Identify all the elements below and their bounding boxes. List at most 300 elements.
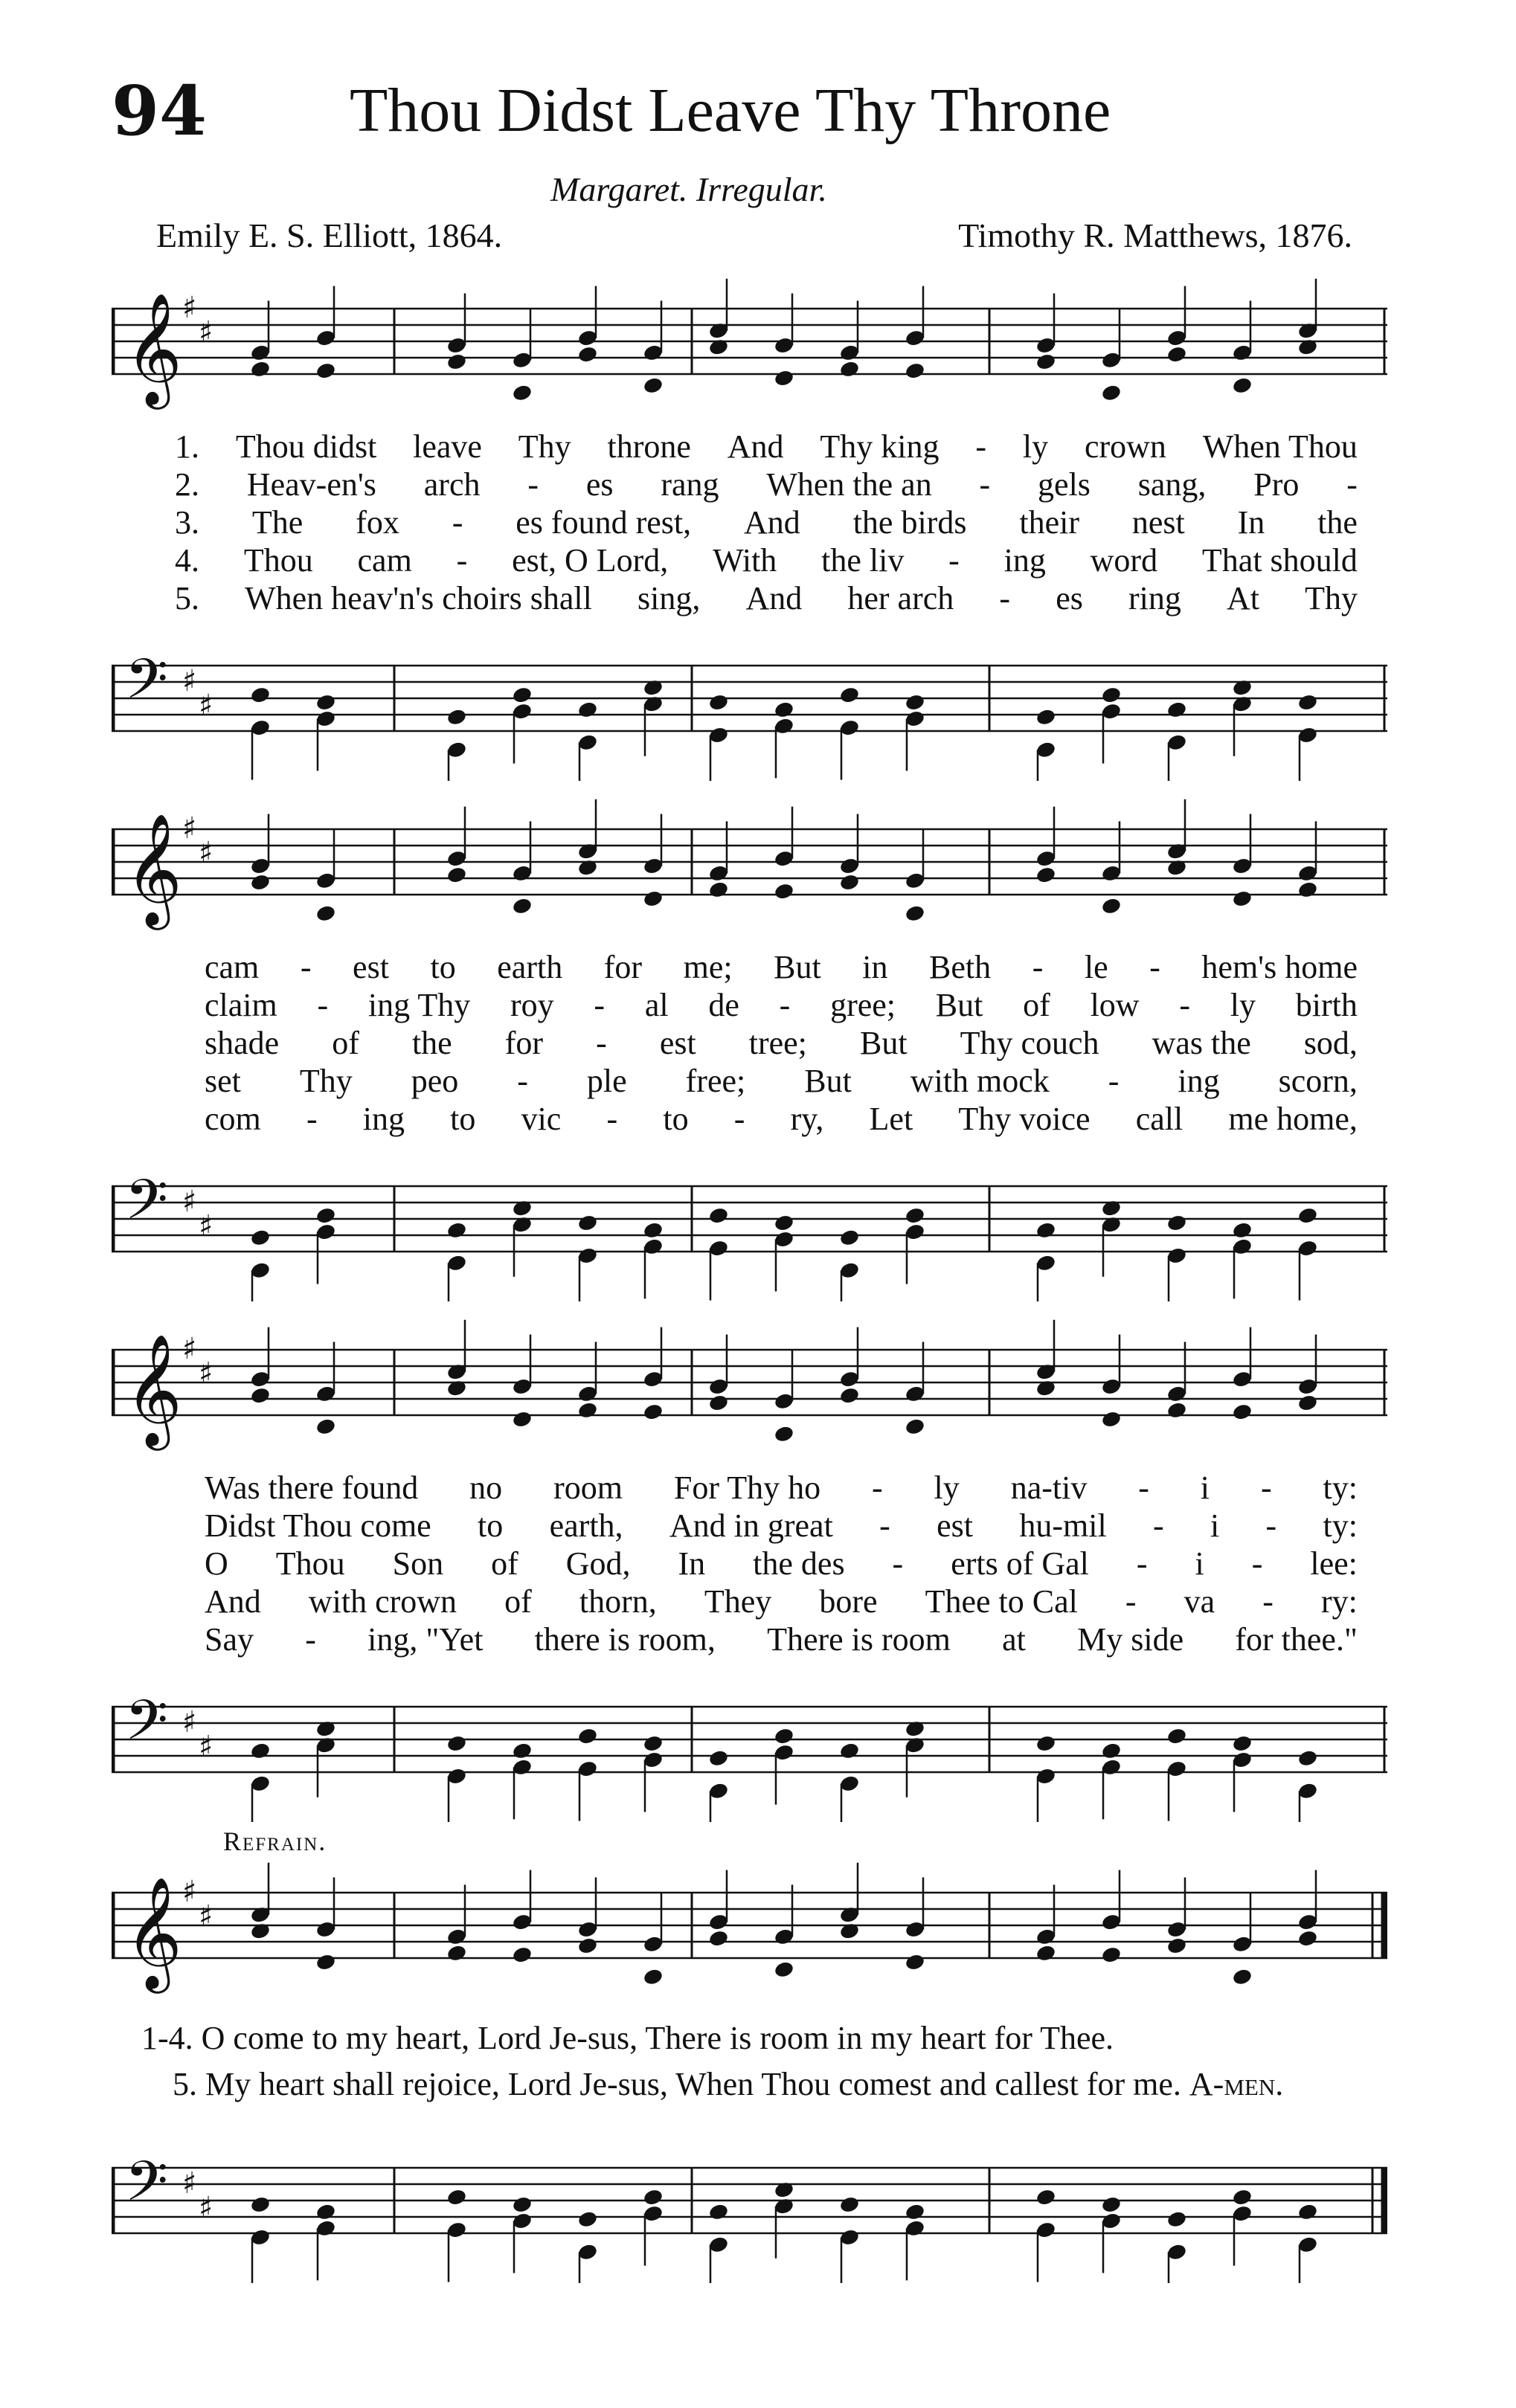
lyric-syllable: 1. <box>175 428 199 465</box>
lyric-line <box>175 428 1358 466</box>
sharp-icon: ♯ <box>182 1332 197 1366</box>
note-head <box>905 1206 926 1225</box>
note-head <box>1297 881 1319 899</box>
note-head <box>839 873 861 892</box>
lyric-syllable: - <box>1125 1583 1137 1620</box>
lyric-syllable: - <box>527 466 539 503</box>
lyric-syllable: But <box>774 949 821 985</box>
lyric-syllable: In <box>1237 504 1265 541</box>
note-head <box>1166 701 1188 719</box>
lyric-syllable: word <box>1090 542 1158 579</box>
lyric-syllable: le <box>1084 949 1108 985</box>
lyric-syllable: shade <box>205 1025 280 1061</box>
treble-clef-icon: 𝄞 <box>125 812 182 925</box>
lyric-syllable: - <box>1251 1545 1263 1582</box>
note-head <box>1232 1221 1253 1240</box>
sharp-icon: ♯ <box>199 315 213 350</box>
note-head <box>839 1742 861 1760</box>
lyric-syllable: arch <box>423 466 481 503</box>
sharp-icon: ♯ <box>199 689 213 723</box>
lyric-syllable: Thee to Cal <box>925 1583 1078 1620</box>
composer-credit: Timothy R. Matthews, 1876. <box>958 216 1352 254</box>
lyric-syllable: - <box>305 1621 316 1658</box>
note-head <box>708 693 730 712</box>
refrain-line-2 <box>141 2061 1391 2108</box>
note-head <box>643 1221 664 1240</box>
bass-clef-icon: 𝄢 <box>125 2149 168 2227</box>
note-head <box>708 1206 730 1225</box>
note-head <box>1297 1749 1319 1768</box>
lyric-syllable: i <box>1210 1507 1220 1544</box>
lyric-syllable: When the an <box>766 466 932 503</box>
lyric-line <box>205 1507 1358 1545</box>
note-head <box>577 701 599 719</box>
lyric-syllable: the des <box>753 1545 845 1582</box>
lyric-syllable: her arch <box>847 580 954 617</box>
lyric-syllable: for <box>504 1025 544 1061</box>
lyric-syllable: peo <box>411 1063 459 1099</box>
note-head <box>708 1929 730 1948</box>
lyric-syllable: My side <box>1077 1621 1184 1658</box>
note-head <box>315 2203 337 2221</box>
sharp-icon: ♯ <box>199 1899 213 1934</box>
lyric-syllable: Thy king <box>820 428 940 465</box>
note-head <box>1101 384 1122 402</box>
lyric-syllable: - <box>1260 1469 1272 1506</box>
refrain-line-2-text: 5. My heart shall rejoice, Lord Je-sus, When Thou comest and callest for me. <box>173 2066 1189 2102</box>
bass-clef-icon: 𝄢 <box>125 1688 168 1766</box>
lyric-syllable: al <box>644 987 669 1023</box>
note-head <box>1166 1727 1188 1745</box>
lyric-syllable: i <box>1200 1469 1210 1506</box>
lyric-syllable: - <box>948 542 960 579</box>
lyric-syllable: in <box>862 949 888 985</box>
note-head <box>577 1401 599 1420</box>
lyric-syllable: And <box>744 504 800 541</box>
sharp-icon: ♯ <box>182 1185 197 1219</box>
note-head <box>250 1386 272 1405</box>
music-system-1 <box>112 268 1387 781</box>
lyric-syllable: - <box>979 466 991 503</box>
note-head <box>1101 1742 1122 1760</box>
lyric-syllable: And in great <box>669 1507 833 1544</box>
note-head <box>1166 1214 1188 1232</box>
note-head <box>577 1214 599 1232</box>
lyric-line <box>205 1100 1358 1138</box>
lyric-syllable: - <box>1149 949 1160 985</box>
lyric-syllable: O <box>205 1545 228 1582</box>
lyric-syllable: When heav'n's choirs shall <box>245 580 592 617</box>
lyric-syllable: Thy <box>299 1063 353 1099</box>
music-system-refrain <box>112 1852 1387 2008</box>
treble-staff <box>112 1852 1387 2008</box>
lyric-syllable: Thy <box>518 428 571 465</box>
lyric-syllable: - <box>892 1545 904 1582</box>
note-head <box>512 2195 533 2214</box>
sharp-icon: ♯ <box>182 1875 197 1909</box>
lyric-syllable: When Thou <box>1202 428 1358 465</box>
verse-lyrics <box>112 948 1387 1138</box>
lyric-syllable: - <box>594 987 606 1023</box>
lyric-syllable: - <box>733 1101 745 1137</box>
note-head <box>1035 1221 1057 1240</box>
lyric-syllable: at <box>1002 1621 1026 1658</box>
note-head <box>643 376 664 395</box>
note-head <box>1035 866 1057 884</box>
bass-clef-icon: 𝄢 <box>125 647 168 725</box>
note-head <box>446 708 468 727</box>
lyric-line <box>205 1620 1358 1658</box>
lyric-syllable: ty: <box>1323 1469 1358 1506</box>
note-head <box>250 360 272 379</box>
lyric-syllable: of <box>1023 987 1050 1023</box>
lyric-syllable: 5. <box>175 580 199 617</box>
lyric-line <box>205 1545 1358 1583</box>
note-head <box>839 1386 861 1405</box>
lyric-syllable: the <box>1317 504 1358 541</box>
lyric-syllable: with crown <box>308 1583 457 1620</box>
note-head <box>250 2195 272 2214</box>
lyric-syllable: erts of Gal <box>951 1545 1089 1582</box>
note-head <box>643 1968 664 1986</box>
author-credit: Emily E. S. Elliott, 1864. <box>156 216 503 254</box>
note-head <box>315 904 337 923</box>
treble-clef-icon: 𝄞 <box>125 1333 182 1446</box>
lyric-syllable: no <box>469 1469 503 1506</box>
lyric-syllable: leave <box>413 428 482 465</box>
lyric-syllable: - <box>1032 949 1044 985</box>
music-system-refrain-bass <box>112 2127 1387 2283</box>
note-head <box>839 686 861 704</box>
note-head <box>1232 889 1253 908</box>
note-head <box>708 1394 730 1412</box>
note-head <box>839 360 861 379</box>
note-head <box>250 1229 272 1247</box>
lyric-syllable: nest <box>1131 504 1185 541</box>
lyric-syllable: ry: <box>1321 1583 1358 1620</box>
lyric-syllable: of <box>504 1583 532 1620</box>
lyric-syllable: scorn, <box>1278 1063 1358 1099</box>
lyric-syllable: Was there found <box>205 1469 419 1506</box>
note-head <box>577 1727 599 1745</box>
bass-clef-icon: 𝄢 <box>125 1168 168 1246</box>
note-head <box>577 1937 599 1955</box>
treble-clef-icon: 𝄞 <box>125 292 182 405</box>
lyric-syllable: for <box>603 949 643 985</box>
note-head <box>512 1945 533 1964</box>
lyric-syllable: est <box>937 1507 974 1544</box>
lyric-syllable: That should <box>1201 542 1358 579</box>
lyric-syllable: Didst Thou come <box>205 1507 431 1544</box>
note-head <box>1101 1410 1122 1429</box>
lyric-syllable: - <box>871 1469 883 1506</box>
note-head <box>512 384 533 402</box>
lyric-syllable: free; <box>685 1063 746 1099</box>
note-head <box>512 1742 533 1760</box>
note-head <box>1101 686 1122 704</box>
note-head <box>577 2210 599 2229</box>
lyric-syllable: Say <box>205 1621 254 1658</box>
lyric-syllable: ing, "Yet <box>367 1621 484 1658</box>
note-head <box>708 881 730 899</box>
lyric-syllable: sod, <box>1303 1025 1358 1061</box>
lyric-syllable: sing, <box>637 580 701 617</box>
tune-name: Margaret. Irregular. <box>550 170 827 208</box>
lyric-syllable: Thy <box>1305 580 1358 617</box>
treble-staff <box>112 268 1387 424</box>
lyric-line <box>205 1469 1358 1507</box>
note-head <box>839 1229 861 1247</box>
note-head <box>774 1727 795 1745</box>
lyric-syllable: vic <box>521 1101 562 1137</box>
lyric-syllable: Thou didst <box>235 428 377 465</box>
note-head <box>1035 1944 1057 1963</box>
note-head <box>774 882 795 901</box>
lyric-syllable: - <box>1138 1469 1149 1506</box>
lyric-syllable: - <box>1108 1063 1120 1099</box>
note-head <box>905 904 926 923</box>
note-head <box>315 361 337 380</box>
note-head <box>1166 345 1188 364</box>
lyric-syllable: - <box>879 1507 890 1544</box>
lyric-syllable: - <box>300 949 312 985</box>
lyric-syllable: claim <box>205 987 277 1023</box>
note-head <box>708 1749 730 1768</box>
lyric-line <box>205 986 1358 1024</box>
lyric-syllable: - <box>1136 1545 1148 1582</box>
note-head <box>905 1953 926 1971</box>
music-system-2 <box>112 788 1387 1301</box>
lyric-syllable: with mock <box>910 1063 1050 1099</box>
note-head <box>1297 1206 1319 1225</box>
lyric-syllable: The <box>251 504 303 541</box>
lyric-syllable: - <box>452 504 463 541</box>
lyric-syllable: - <box>1153 1507 1164 1544</box>
lyric-syllable: 2. <box>175 466 199 503</box>
lyric-syllable: There is room <box>767 1621 951 1658</box>
lyric-line <box>175 541 1358 579</box>
lyric-syllable: - <box>306 1101 318 1137</box>
lyric-syllable: Heav-en's <box>246 466 376 503</box>
note-head <box>512 897 533 915</box>
lyric-syllable: In <box>678 1545 706 1582</box>
lyric-syllable: low <box>1090 987 1140 1023</box>
note-head <box>315 1206 337 1225</box>
lyric-syllable: - <box>596 1025 607 1061</box>
note-head <box>512 686 533 704</box>
lyric-syllable: At <box>1226 580 1259 617</box>
note-head <box>577 345 599 364</box>
note-head <box>774 369 795 387</box>
lyric-syllable: gree; <box>830 987 896 1023</box>
note-head <box>1035 708 1057 727</box>
lyric-syllable: But <box>804 1063 852 1099</box>
note-head <box>1297 2203 1319 2221</box>
lyric-syllable: - <box>517 1063 528 1099</box>
note-head <box>1101 897 1122 915</box>
lyric-syllable: me; <box>683 949 733 985</box>
sharp-icon: ♯ <box>199 1356 213 1391</box>
refrain-lyrics <box>141 2015 1391 2108</box>
note-head <box>1297 1394 1319 1412</box>
amen-text: A-men. <box>1189 2066 1284 2102</box>
note-head <box>905 693 926 712</box>
note-head <box>643 2188 664 2206</box>
lyric-syllable: Thy voice <box>958 1101 1091 1137</box>
note-head <box>250 686 272 704</box>
bass-staff <box>112 625 1387 781</box>
sharp-icon: ♯ <box>182 664 197 698</box>
lyric-syllable: ing Thy <box>367 987 471 1023</box>
lyric-syllable: thorn, <box>579 1583 657 1620</box>
lyric-syllable: set <box>205 1063 241 1099</box>
treble-staff <box>112 788 1387 944</box>
sharp-icon: ♯ <box>199 2191 213 2225</box>
lyric-syllable: es <box>585 466 614 503</box>
lyric-syllable: es found rest, <box>515 504 692 541</box>
lyric-syllable: cam <box>205 949 260 985</box>
lyric-syllable: the <box>411 1025 452 1061</box>
lyric-syllable: earth, <box>549 1507 623 1544</box>
lyric-syllable: And <box>727 428 784 465</box>
sharp-icon: ♯ <box>182 291 197 325</box>
note-head <box>839 2195 861 2214</box>
lyric-syllable: ty: <box>1323 1507 1358 1544</box>
lyric-syllable: But <box>859 1025 908 1061</box>
verse-lyrics <box>112 1469 1387 1658</box>
note-head <box>774 701 795 719</box>
note-head <box>1101 1945 1122 1964</box>
note-head <box>250 873 272 892</box>
lyric-syllable: God, <box>565 1545 631 1582</box>
note-head <box>1297 693 1319 712</box>
lyric-syllable: call <box>1135 1101 1183 1137</box>
lyric-syllable: es <box>1056 580 1083 617</box>
note-head <box>1035 2188 1057 2206</box>
treble-staff <box>112 1309 1387 1465</box>
note-head <box>446 1734 468 1753</box>
lyric-syllable: For Thy ho <box>673 1469 821 1506</box>
lyric-syllable: Son <box>392 1545 444 1582</box>
lyric-syllable: They <box>704 1583 772 1620</box>
lyric-syllable: to <box>450 1101 476 1137</box>
lyric-syllable: est, O Lord, <box>512 542 669 579</box>
lyric-syllable: hu-mil <box>1019 1507 1107 1544</box>
sharp-icon: ♯ <box>182 2166 197 2201</box>
note-head <box>1035 1734 1057 1753</box>
lyric-syllable: crown <box>1084 428 1166 465</box>
lyric-syllable: Beth <box>929 949 992 985</box>
note-head <box>643 1734 664 1753</box>
lyric-syllable: their <box>1019 504 1079 541</box>
lyric-line <box>175 466 1358 503</box>
lyric-syllable: earth <box>497 949 563 985</box>
verse-lyrics <box>112 428 1387 617</box>
lyric-syllable: 3. <box>175 504 199 541</box>
lyric-syllable: roy <box>510 987 554 1023</box>
lyric-syllable: com <box>205 1101 261 1137</box>
note-head <box>1166 1937 1188 1955</box>
note-head <box>446 1944 468 1963</box>
note-head <box>643 889 664 908</box>
lyric-syllable: ry, <box>790 1101 824 1137</box>
lyric-syllable: to <box>430 949 456 985</box>
lyric-syllable: ple <box>586 1063 627 1099</box>
lyric-syllable: lee: <box>1310 1545 1358 1582</box>
lyric-syllable: - <box>1265 1507 1277 1544</box>
lyric-syllable: With <box>713 542 777 579</box>
lyric-syllable: hem's home <box>1201 949 1358 985</box>
lyric-syllable: birth <box>1295 987 1358 1023</box>
bass-staff <box>112 2127 1387 2283</box>
lyric-syllable: Pro <box>1253 466 1300 503</box>
lyric-line <box>205 1024 1358 1062</box>
lyric-syllable: 4. <box>175 542 199 579</box>
lyric-syllable: est <box>659 1025 696 1061</box>
lyric-syllable: - <box>999 580 1011 617</box>
sharp-icon: ♯ <box>182 1705 197 1739</box>
lyric-syllable: Let <box>869 1101 913 1137</box>
sharp-icon: ♯ <box>199 1209 213 1243</box>
lyric-syllable: fox <box>356 504 399 541</box>
note-head <box>774 1214 795 1232</box>
lyric-syllable: of <box>491 1545 518 1582</box>
refrain-line-1: 1-4. O come to my heart, Lord Je-sus, There is room in my heart for Thee. <box>141 2020 1114 2056</box>
sharp-icon: ♯ <box>199 836 213 870</box>
lyric-syllable: - <box>606 1101 618 1137</box>
note-head <box>446 866 468 884</box>
lyric-line <box>205 948 1358 986</box>
note-head <box>1166 1401 1188 1420</box>
sharp-icon: ♯ <box>182 811 197 846</box>
lyric-line <box>205 1062 1358 1100</box>
lyric-syllable: - <box>1262 1583 1273 1620</box>
sharp-icon: ♯ <box>199 1730 213 1764</box>
lyric-syllable: ring <box>1128 580 1181 617</box>
note-head <box>446 2188 468 2206</box>
lyric-syllable: for thee." <box>1235 1621 1358 1658</box>
note-head <box>446 1221 468 1240</box>
lyric-syllable: there is room, <box>534 1621 716 1658</box>
lyric-syllable: the liv <box>821 542 905 579</box>
lyric-syllable: And <box>205 1583 261 1620</box>
lyric-line <box>205 1583 1358 1620</box>
lyric-syllable: Thou <box>243 542 313 579</box>
lyric-syllable: me home, <box>1228 1101 1358 1137</box>
note-head <box>446 352 468 371</box>
note-head <box>1232 1403 1253 1421</box>
lyric-syllable: na-tiv <box>1010 1469 1088 1506</box>
lyric-syllable: - <box>975 428 987 465</box>
hymn-title: Thou Didst Leave Thy Throne <box>350 76 1111 145</box>
lyric-syllable: - <box>1346 466 1358 503</box>
lyric-syllable: ing <box>1003 542 1046 579</box>
lyric-syllable: - <box>779 987 791 1023</box>
refrain-label: Refrain. <box>223 1826 327 1856</box>
lyric-syllable: room <box>553 1469 623 1506</box>
note-head <box>1166 2210 1188 2229</box>
note-head <box>905 361 926 380</box>
note-head <box>774 1960 795 1979</box>
note-head <box>1232 376 1253 395</box>
lyric-syllable: throne <box>607 428 691 465</box>
note-head <box>708 2203 730 2221</box>
lyric-syllable: bore <box>819 1583 878 1620</box>
lyric-syllable: was the <box>1152 1025 1251 1061</box>
lyric-syllable: est <box>353 949 389 985</box>
lyric-syllable: of <box>332 1025 359 1061</box>
lyric-syllable: tree; <box>748 1025 807 1061</box>
